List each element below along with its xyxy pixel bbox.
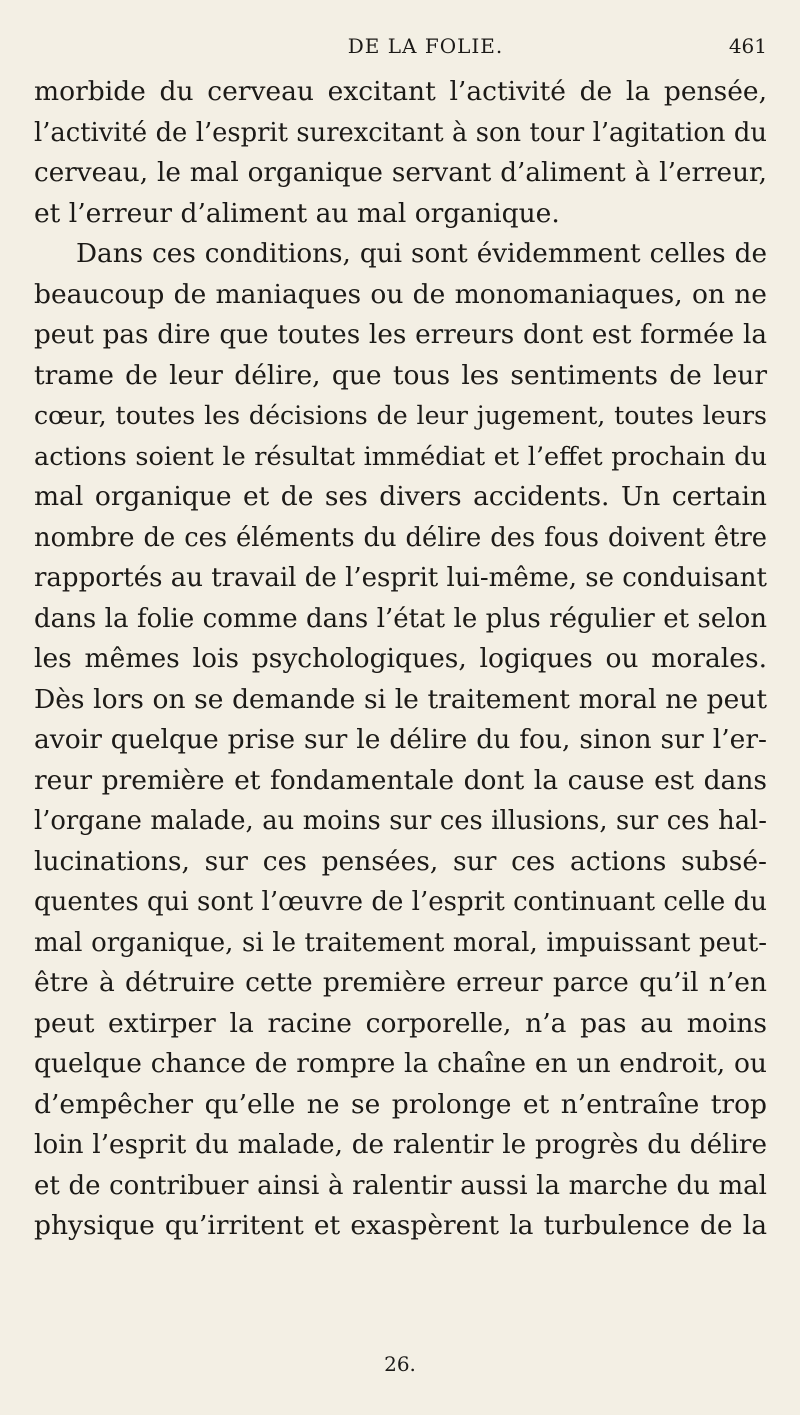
text-line: physique qu’irritent et exaspèrent la turbulence de la [34,1210,767,1241]
text-line: l’activité de l’esprit surexcitant à son tour l’agitation du [34,117,767,148]
text-line: rapportés au travail de l’esprit lui-même, se conduisant [34,563,767,593]
text-line: mal organique, si le traitement moral, impuissant peut- [34,927,767,958]
text-line: loin l’esprit du malade, de ralentir le progrès du délire [34,1130,767,1160]
text-line: quentes qui sont l’œuvre de l’esprit continuant celle du [34,887,767,917]
text-line: nombre de ces éléments du délire des fous doivent être [34,522,767,553]
text-line: et de contribuer ainsi à ralentir aussi la marche du mal [34,1170,767,1201]
body-text [34,72,767,1247]
text-line: morbide du cerveau excitant l’activité de la pensée, [34,76,767,107]
text-line: d’empêcher qu’elle ne se prolonge et n’entraîne trop [34,1088,767,1120]
text-line: Dans ces conditions, qui sont évidemment celles de [76,239,767,269]
text-line: quelque chance de rompre la chaîne en un endroit, ou [34,1048,767,1079]
text-line: peut pas dire que toutes les erreurs dont est formée la [34,320,767,350]
text-line: l’organe malade, au moins sur ces illusions, sur ces hal- [34,806,767,836]
text-line: beaucoup de maniaques ou de monomaniaques, on ne [34,278,767,310]
text-line: et l’erreur d’aliment au mal organique. [34,197,560,229]
text-line: cœur, toutes les décisions de leur jugement, toutes leurs [34,401,767,430]
text-line: trame de leur délire, que tous les sentiments de leur [34,359,767,391]
text-line: reur première et fondamentale dont la cause est dans [34,764,767,796]
text-line: être à détruire cette première erreur parce qu’il n’en [34,967,767,998]
text-line: peut extirper la racine corporelle, n’a pas au moins [34,1007,767,1039]
page-number: 461 [728,34,767,58]
text-line: dans la folie comme dans l’état le plus régulier et selon [34,603,767,634]
text-line: Dès lors on se demande si le traitement moral ne peut [34,683,767,715]
text-line: cerveau, le mal organique servant d’aliment à l’erreur, [34,158,767,188]
text-line: lucinations, sur ces pensées, sur ces actions subsé- [34,845,767,877]
text-line: les mêmes lois psychologiques, logiques ou morales. [34,643,767,674]
running-head: DE LA FOLIE. [347,34,504,58]
text-line: avoir quelque prise sur le délire du fou, sinon sur l’er- [34,724,767,755]
text-line: mal organique et de ses divers accidents. Un certain [34,481,767,512]
text-line: actions soient le résultat immédiat et l’effet prochain du [34,441,767,472]
page-header [34,32,767,66]
signature-mark: 26. [384,1352,416,1376]
